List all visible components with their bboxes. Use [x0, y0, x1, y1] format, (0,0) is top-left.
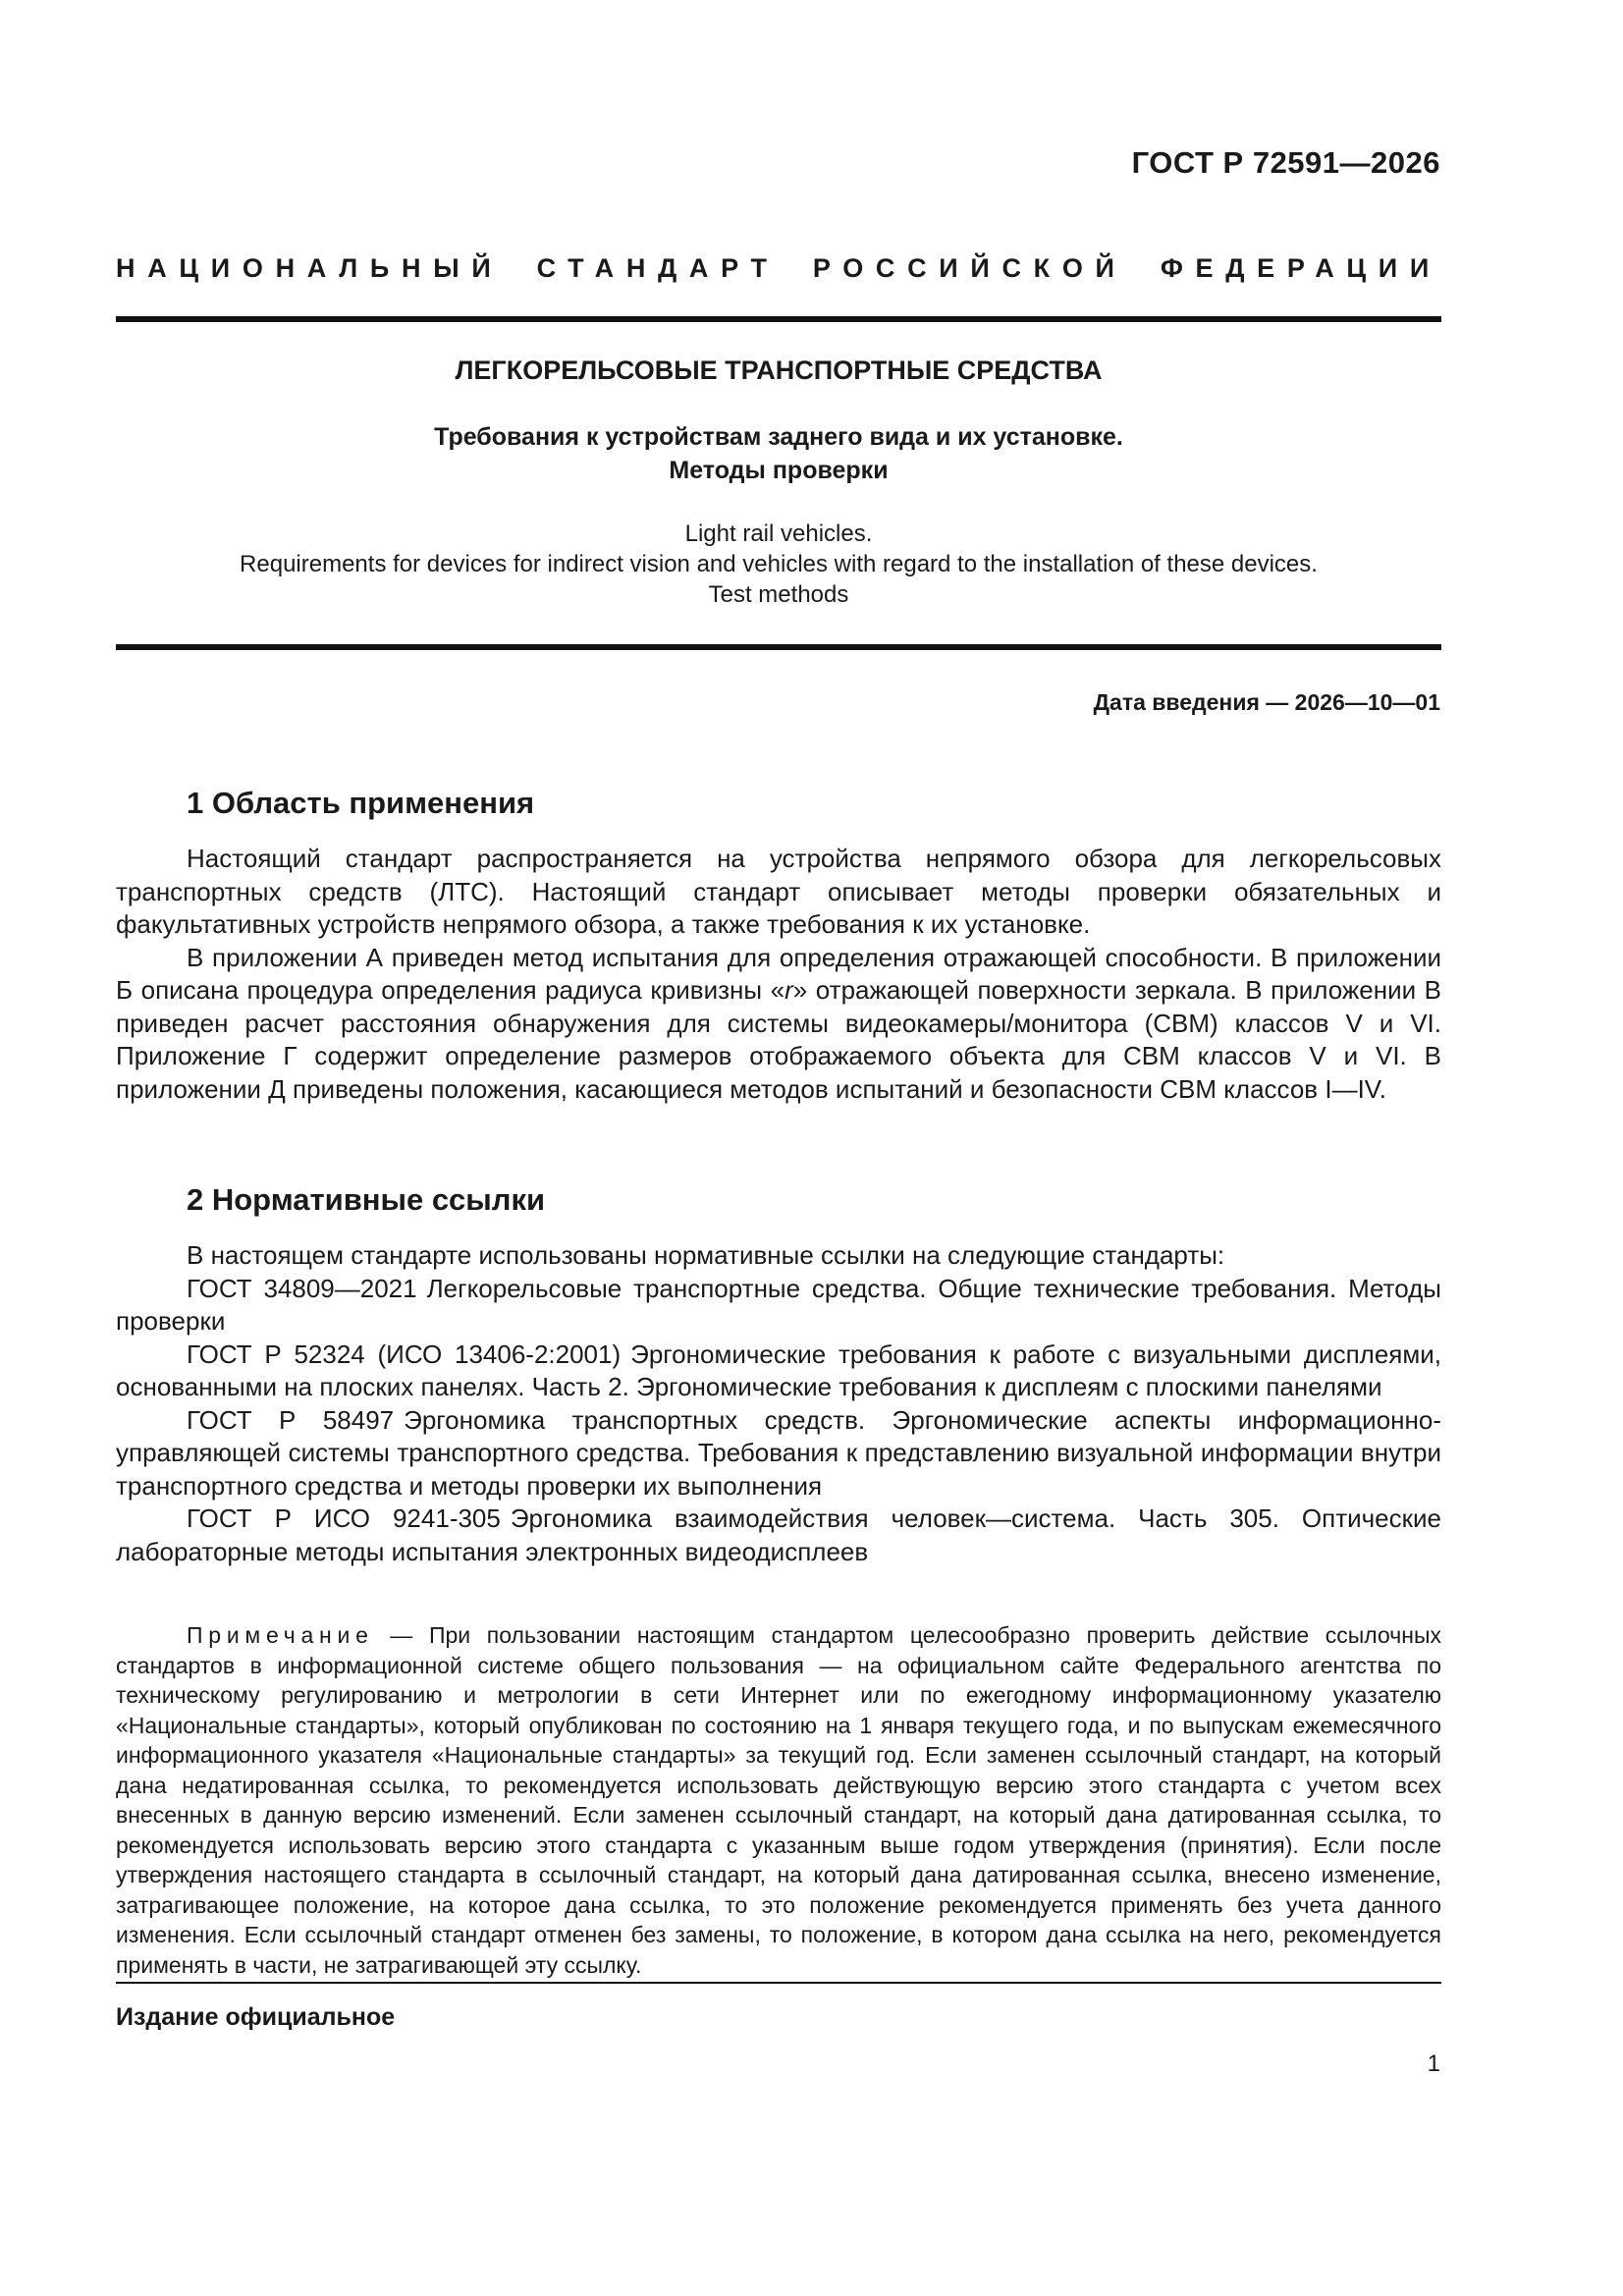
reference-title: Легкорельсовые транспортные средства. Общие технические требования. Методы проверки: [116, 1273, 1441, 1336]
section-1-body: [116, 843, 1441, 1106]
reference-code: ГОСТ Р 58497: [187, 1404, 395, 1435]
note-paragraph: [116, 1620, 1441, 1980]
edition-label: Издание официальное: [116, 2003, 396, 2031]
document-title: ЛЕГКОРЕЛЬСОВЫЕ ТРАНСПОРТНЫЕ СРЕДСТВА: [455, 355, 1103, 385]
page-number: 1: [1427, 2050, 1440, 2077]
radius-symbol: r: [784, 975, 793, 1005]
note-block: [116, 1620, 1441, 1980]
english-title-line-3: Test methods: [708, 581, 849, 608]
reference-title: Эргономические требования к работе с визуальными дисплеями, основанными на плоских панелях. Часть 2. Эргономические требования к дисплеям с плоскими панелями: [116, 1339, 1441, 1401]
reference-item: [116, 1503, 1441, 1568]
reference-item: [116, 1404, 1441, 1503]
reference-code: ГОСТ 34809—2021: [187, 1273, 417, 1303]
national-standard-banner: НАЦИОНАЛЬНЫЙ СТАНДАРТ РОССИЙСКОЙ ФЕДЕРАЦИИ: [116, 253, 1441, 283]
subtitle-line-1: Требования к устройствам заднего вида и их установке.: [434, 423, 1123, 451]
note-text: — При пользовании настоящим стандартом целесообразно проверить действие ссылочных стандартов в информационной системе общего пользования — на официальном сайте Федерального агентства по техническому регулированию и метрологии в сети Интернет или по ежегодному информационному указателю «Национальные стандарты», который опубликован по состоянию на 1 января текущего года, и по выпускам ежемесячного информационного указателя «Национальные стандарты» за текущий год. Если заменен ссылочный стандарт, на который дана недатированная ссылка, то рекомендуется использовать действующую версию этого стандарта с учетом всех внесенных в данную версию изменений. Если заменен ссылочный стандарт, на который дана датированная ссылка, то рекомендуется использовать версию этого стандарта с указанным выше годом утверждения (принятия). Если после утверждения настоящего стандарта в ссылочный стандарт, на который дана датированная ссылка, внесено изменение, затрагивающее положение, на которое дана ссылка, то это положение рекомендуется применять без учета данного изменения. Если ссылочный стандарт отменен без замены, то положение, в котором дана ссылка на него, рекомендуется применять в части, не затрагивающей эту ссылку.: [116, 1622, 1441, 1978]
english-title-line-2: Requirements for devices for indirect vision and vehicles with regard to the installation of these devices.: [240, 551, 1318, 577]
section-2-body: [116, 1239, 1441, 1568]
top-divider: [116, 316, 1441, 322]
english-title: [116, 519, 1441, 610]
section-2-intro: В настоящем стандарте использованы нормативные ссылки на следующие стандарты:: [187, 1240, 1225, 1270]
note-label: Примечание: [187, 1622, 374, 1648]
document-code: ГОСТ Р 72591—2026: [1131, 145, 1440, 180]
reference-code: ГОСТ Р 52324 (ИСО 13406-2:2001): [187, 1339, 622, 1369]
section-2-heading: 2 Нормативные ссылки: [187, 1182, 546, 1217]
footer-divider: [116, 1982, 1441, 1984]
reference-title: Эргономика транспортных средств. Эргономические аспекты информационно-управляющей системы транспортного средства. Требования к представлению визуальной информации внутри транспортного средства и методы проверки их выполнения: [116, 1404, 1441, 1501]
english-title-line-1: Light rail vehicles.: [684, 520, 873, 547]
section-1-paragraph-1: Настоящий стандарт распространяется на устройства непрямого обзора для легкорельсовых транспортных средств (ЛТС). Настоящий стандарт описывает методы проверки обязательных и факультативных устройств непрямого обзора, а также требования к их установке.: [116, 844, 1441, 939]
reference-title: Эргономика взаимодействия человек—система. Часть 305. Оптические лабораторные методы испытания электронных видеодисплеев: [116, 1503, 1441, 1566]
document-subtitle: [116, 420, 1441, 487]
section-1-heading: 1 Область применения: [187, 786, 535, 820]
subtitle-line-2: Методы проверки: [669, 457, 889, 484]
reference-item: [116, 1273, 1441, 1339]
reference-code: ГОСТ Р ИСО 9241-305: [187, 1503, 501, 1533]
title-divider: [116, 644, 1441, 650]
reference-item: [116, 1339, 1441, 1404]
introduction-date: Дата введения — 2026—10—01: [1093, 689, 1440, 715]
section-1-paragraph-2: В приложении А приведен метод испытания для определения отражающей способности. В приложении Б описана процедура определения радиуса кривизны «r» отражающей поверхности зеркала. В приложении В приведен расчет расстояния обнаружения для системы видеокамеры/монитора (СВМ) классов V и VI. Приложение Г содержит определение размеров отображаемого объекта для СВМ классов V и VI. В приложении Д приведены положения, касающиеся методов испытаний и безопасности СВМ классов I—IV.: [116, 942, 1441, 1104]
